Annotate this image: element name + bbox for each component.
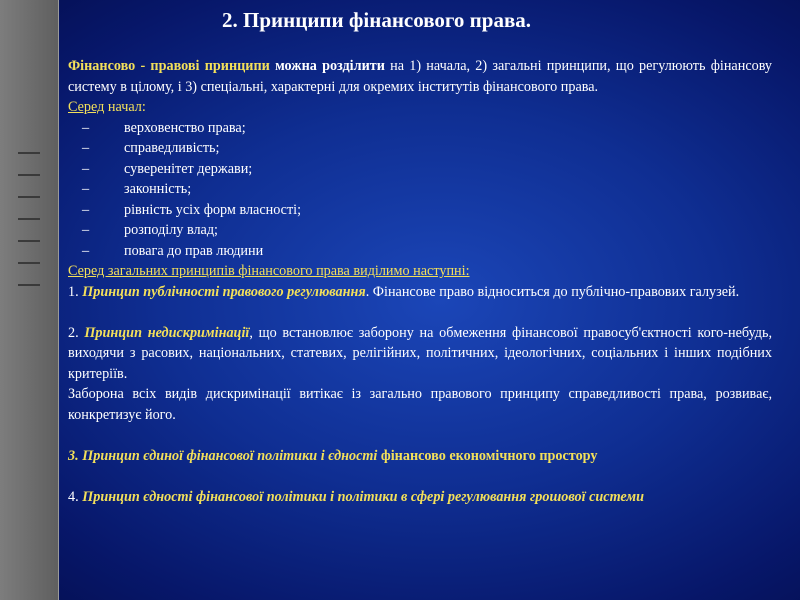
principle-2-text: , що встановлює заборону на обмеження фінансової правосуб'єктності кого-небудь, виходячи з расових, національних, статевих, релігійних, політичних, ідеологічних, соціальних і інших подібних критеріїв. xyxy=(68,324,772,382)
list-item-text: повага до прав людини xyxy=(124,242,264,259)
principle-1-text: . Фінансове право відноситься до публічно-правових галузей. xyxy=(365,283,740,300)
slide-content xyxy=(68,56,772,507)
left-sidebar xyxy=(0,0,59,600)
list-item-text: законність; xyxy=(124,181,192,197)
spacer xyxy=(68,302,772,323)
dash-bullet: – xyxy=(82,140,90,156)
intro-rest: на 1) начала, 2) загальні принципи, що регулюють фінансову систему в цілому, і 3) спеціальні, характерні для окремих інститутів фінансового права. xyxy=(68,58,773,95)
dash-bullet: – xyxy=(82,242,90,259)
principle-1-name: Принцип публічності правового регулювання xyxy=(82,283,366,300)
dash-bullet: – xyxy=(82,222,90,238)
intro-paragraph xyxy=(68,56,772,97)
principle-2-name: Принцип недискримінації xyxy=(84,324,250,341)
principle-4 xyxy=(68,487,772,508)
principle-2 xyxy=(68,323,772,385)
principle-2-extra: Заборона всіх видів дискримінації витікає із загально правового принципу справедливості права, розвиває, конкретизує його. xyxy=(68,386,772,423)
spacer xyxy=(68,466,772,487)
principle-1-number: 1. xyxy=(68,283,83,300)
sidebar-tick xyxy=(18,174,40,176)
sidebar-tick xyxy=(18,218,40,220)
principle-3-text: фінансово економічного простору xyxy=(377,447,598,464)
list-item-text: розподілу влад; xyxy=(124,222,218,238)
principle-3 xyxy=(68,446,772,467)
beginnings-heading-link[interactable]: Серед xyxy=(68,99,105,115)
intro-lead: Фінансово - правові принципи xyxy=(68,58,270,74)
list-item-text: рівність усіх форм власності; xyxy=(124,201,302,218)
list-item xyxy=(68,220,772,241)
beginnings-list xyxy=(68,118,772,262)
list-item-text: суверенітет держави; xyxy=(124,160,253,177)
list-item-text: верховенство права; xyxy=(124,119,246,136)
dash-bullet: – xyxy=(82,119,90,136)
list-item xyxy=(68,200,772,221)
list-item xyxy=(68,138,772,159)
principle-3-name: 3. Принцип єдиної фінансової політики і єдності xyxy=(68,447,378,464)
dash-bullet: – xyxy=(82,160,90,177)
beginnings-heading-rest: начал: xyxy=(104,99,146,115)
dash-bullet: – xyxy=(82,181,90,197)
sidebar-tick xyxy=(18,284,40,286)
list-item-text: справедливість; xyxy=(124,140,220,156)
sidebar-tick xyxy=(18,240,40,242)
sidebar-tick xyxy=(18,262,40,264)
sidebar-tick xyxy=(18,152,40,154)
list-item xyxy=(68,118,772,139)
principle-4-name: Принцип єдності фінансової політики і політики в сфері регулювання грошової системи xyxy=(82,488,644,505)
principle-1 xyxy=(68,282,772,303)
spacer xyxy=(68,425,772,446)
principle-4-number: 4. xyxy=(68,488,83,505)
slide-title: 2. Принципи фінансового права. xyxy=(222,8,532,32)
list-item xyxy=(68,241,772,262)
general-principles-heading[interactable]: Серед загальних принципів фінансового права виділимо наступні: xyxy=(68,263,470,279)
dash-bullet: – xyxy=(82,201,90,218)
sidebar-tick xyxy=(18,196,40,198)
list-item xyxy=(68,179,772,200)
beginnings-heading xyxy=(68,97,772,118)
intro-bold: можна розділити xyxy=(275,58,385,74)
list-item xyxy=(68,159,772,180)
principle-2-number: 2. xyxy=(68,324,85,341)
